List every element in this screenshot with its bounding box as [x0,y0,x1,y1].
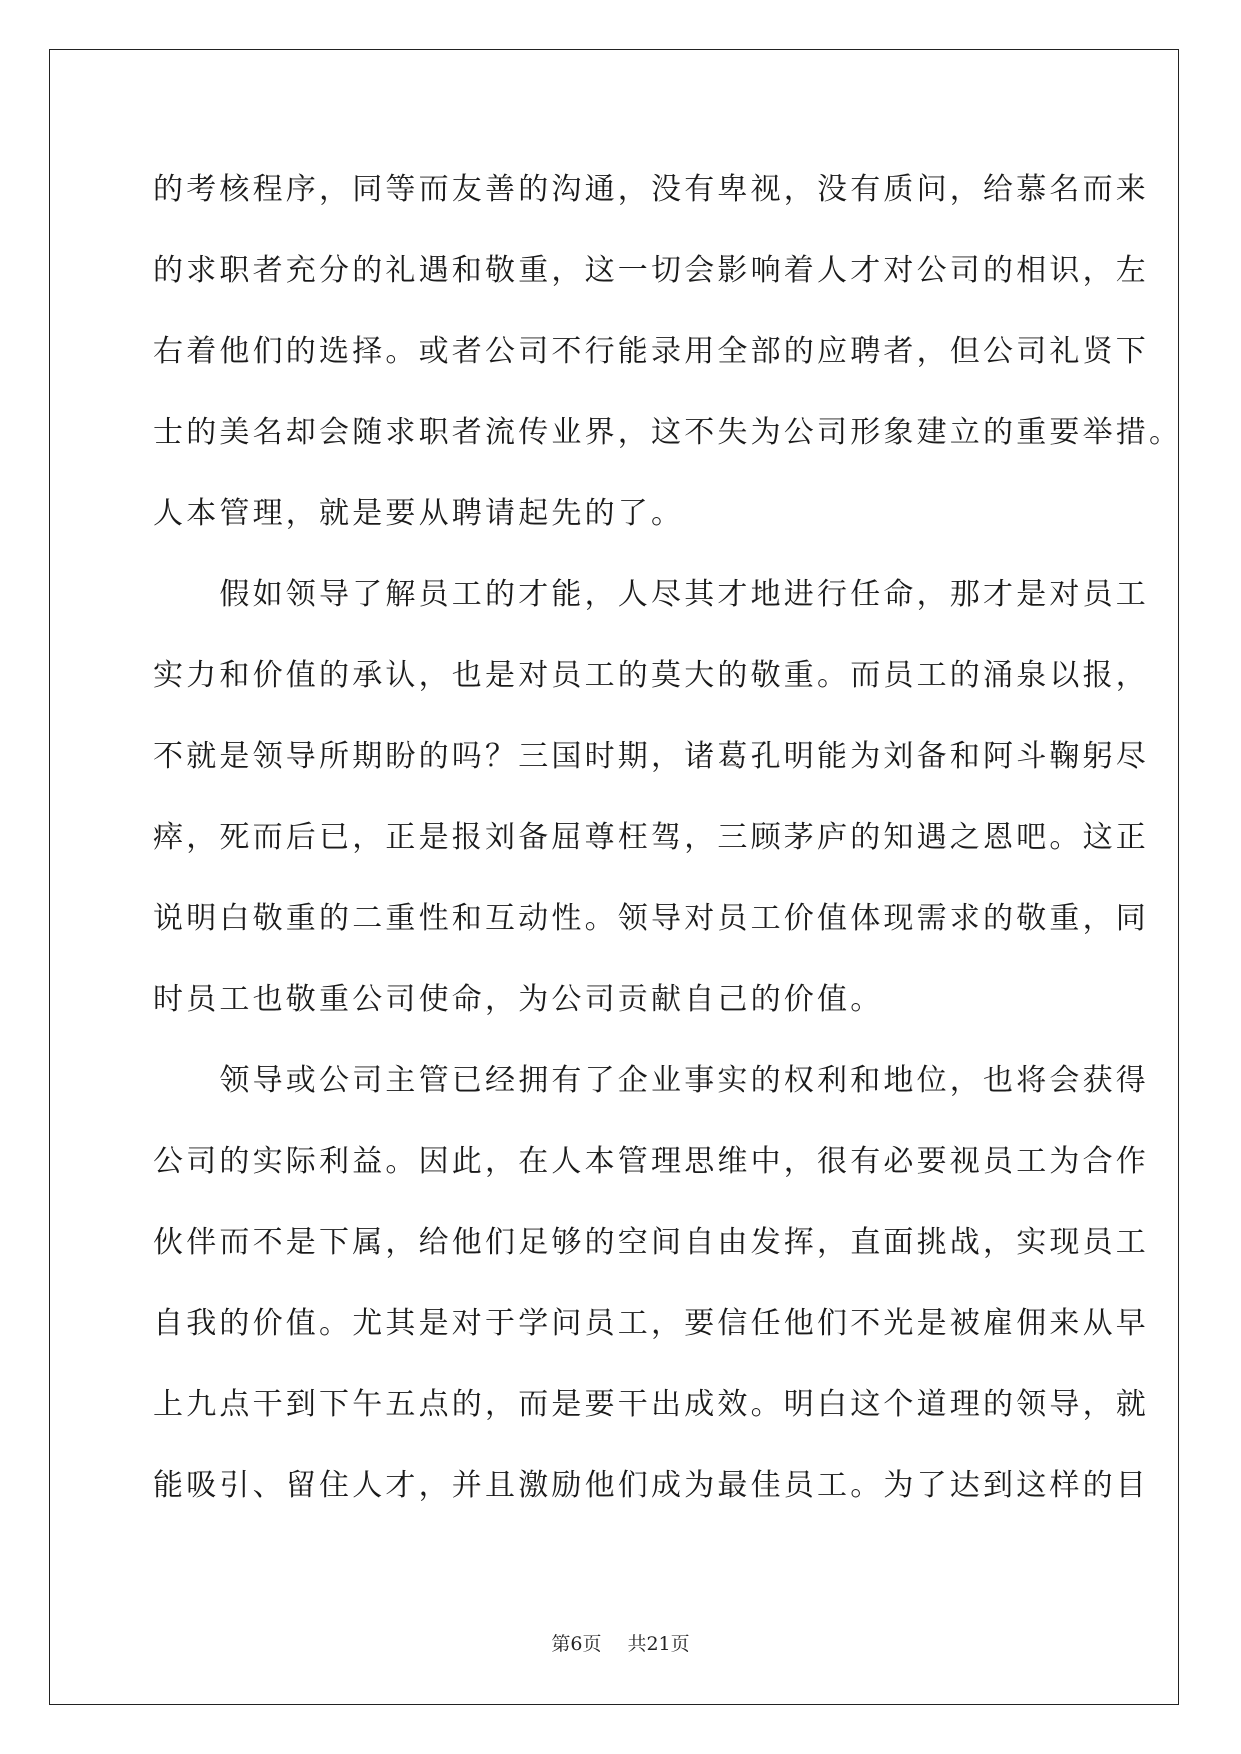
text-line: 上九点干到下午五点的，而是要干出成效。明白这个道理的领导，就 [153,1387,1149,1422]
text-line: 人本管理，就是要从聘请起先的了。 [153,496,685,531]
text-line: 领导或公司主管已经拥有了企业事实的权利和地位，也将会获得 [153,1063,1149,1098]
text-line: 时员工也敬重公司使命，为公司贡献自己的价值。 [153,982,884,1017]
page-number: 第6页 [551,1633,602,1655]
text-line: 伙伴而不是下属，给他们足够的空间自由发挥，直面挑战，实现员工 [153,1225,1149,1260]
text-line: 右着他们的选择。或者公司不行能录用全部的应聘者，但公司礼贤下 [153,334,1149,369]
page-footer [0,1631,1241,1657]
text-line: 瘁，死而后已，正是报刘备屈尊枉驾，三顾茅庐的知遇之恩吧。这正 [153,820,1149,855]
page-border [49,49,1183,1705]
text-line: 不就是领导所期盼的吗？三国时期，诸葛孔明能为刘备和阿斗鞠躬尽 [153,739,1149,774]
text-line: 的求职者充分的礼遇和敬重，这一切会影响着人才对公司的相识，左 [153,253,1149,288]
page-total: 共21页 [627,1633,690,1655]
text-line: 实力和价值的承认，也是对员工的莫大的敬重。而员工的涌泉以报， [153,658,1149,693]
text-line: 说明白敬重的二重性和互动性。领导对员工价值体现需求的敬重，同 [153,901,1149,936]
text-line: 自我的价值。尤其是对于学问员工，要信任他们不光是被雇佣来从早 [153,1306,1149,1341]
text-line: 的考核程序，同等而友善的沟通，没有卑视，没有质问，给慕名而来 [153,172,1149,207]
text-line: 士的美名却会随求职者流传业界，这不失为公司形象建立的重要举措。 [153,415,1183,450]
text-line: 假如领导了解员工的才能，人尽其才地进行任命，那才是对员工 [153,577,1149,612]
text-line: 公司的实际利益。因此，在人本管理思维中，很有必要视员工为合作 [153,1144,1149,1179]
text-line: 能吸引、留住人才，并且激励他们成为最佳员工。为了达到这样的目 [153,1468,1149,1503]
